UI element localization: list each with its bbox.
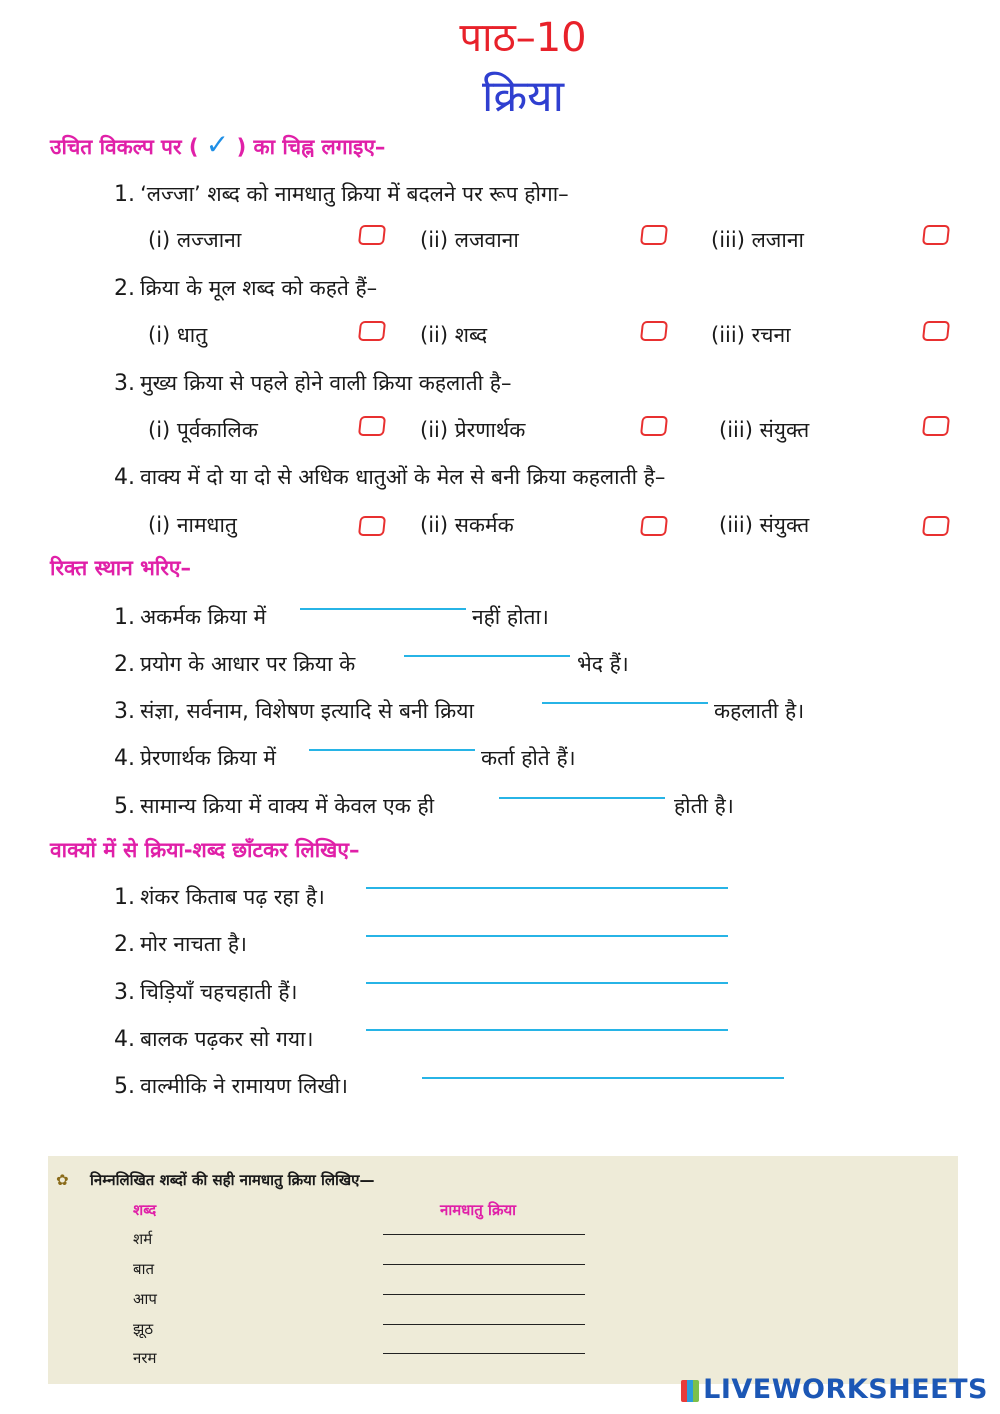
column-header-word: शब्द	[133, 1201, 157, 1219]
question-number: 4.	[114, 465, 135, 490]
item-text-before: संज्ञा, सर्वनाम, विशेषण इत्यादि से बनी क्रिया	[140, 699, 474, 723]
item-number: 5.	[114, 794, 135, 819]
item-text-after: होती है।	[674, 794, 734, 818]
sentence-2	[114, 930, 247, 958]
word-2: बात	[133, 1260, 155, 1278]
blank-line-3[interactable]	[542, 702, 708, 704]
item-number: 3.	[114, 699, 135, 724]
q4-option-3: (iii) संयुक्त	[719, 513, 810, 537]
q3-option-3-checkbox[interactable]	[922, 416, 950, 436]
item-number: 1.	[114, 605, 135, 630]
item-number: 1.	[114, 885, 135, 910]
answer-line-word-1[interactable]	[383, 1234, 585, 1235]
answer-line-word-4[interactable]	[383, 1324, 585, 1325]
question-number: 3.	[114, 371, 135, 396]
lesson-number: पाठ–10	[459, 15, 587, 61]
q3-option-3: (iii) संयुक्त	[719, 418, 810, 442]
question-number: 2.	[114, 276, 135, 301]
q1-option-1: (i) लज्जाना	[148, 228, 242, 252]
word-1: शर्म	[133, 1230, 153, 1248]
panel-heading: निम्नलिखित शब्दों की सही नामधातु क्रिया लिखिए—	[90, 1171, 375, 1189]
item-text-before: प्रयोग के आधार पर क्रिया के	[140, 652, 356, 676]
item-text-before: अकर्मक क्रिया में	[140, 605, 267, 629]
item-text-before: प्रेरणार्थक क्रिया में	[140, 746, 276, 770]
q2-option-3: (iii) रचना	[711, 323, 791, 347]
check-mark-icon: ✓	[205, 128, 230, 161]
answer-line-4[interactable]	[366, 1029, 728, 1031]
answer-line-2[interactable]	[366, 935, 728, 937]
section2-heading: रिक्त स्थान भरिए–	[50, 556, 192, 580]
blank-line-2[interactable]	[404, 655, 570, 657]
sentence-1	[114, 883, 325, 911]
word-3: आप	[133, 1290, 157, 1308]
lesson-topic: क्रिया	[481, 71, 565, 122]
q1-option-3: (iii) लजाना	[711, 228, 804, 252]
q4-option-1-checkbox[interactable]	[358, 516, 386, 536]
word-5: नरम	[133, 1349, 157, 1367]
q4-option-2: (ii) सकर्मक	[420, 513, 514, 537]
q3-option-1-checkbox[interactable]	[358, 416, 386, 436]
q3-option-2: (ii) प्रेरणार्थक	[420, 418, 526, 442]
q4-option-3-checkbox[interactable]	[922, 516, 950, 536]
q1-option-2-checkbox[interactable]	[640, 225, 668, 245]
blank-line-4[interactable]	[309, 749, 475, 751]
naamdhatu-panel	[48, 1156, 958, 1384]
word-4: झूठ	[133, 1320, 154, 1338]
item-number: 4.	[114, 746, 135, 771]
sentence-text: बालक पढ़कर सो गया।	[140, 1027, 314, 1051]
liveworksheets-logo	[681, 1374, 988, 1405]
mcq-question-1	[114, 180, 569, 208]
sentence-4	[114, 1025, 313, 1053]
q1-option-3-checkbox[interactable]	[922, 225, 950, 245]
item-text-after: भेद हैं।	[577, 652, 629, 676]
q4-option-2-checkbox[interactable]	[640, 516, 668, 536]
item-number: 5.	[114, 1074, 135, 1099]
flower-bullet-icon: ✿	[56, 1171, 69, 1189]
q3-option-1: (i) पूर्वकालिक	[148, 418, 258, 442]
answer-line-word-2[interactable]	[383, 1264, 585, 1265]
fill-blank-4	[114, 744, 276, 772]
item-number: 2.	[114, 652, 135, 677]
answer-line-5[interactable]	[422, 1077, 784, 1079]
mcq-question-4	[114, 463, 665, 491]
item-text-after: कर्ता होते हैं।	[481, 746, 576, 770]
question-text: ‘लज्जा’ शब्द को नामधातु क्रिया में बदलने पर रूप होगा–	[140, 182, 569, 206]
q2-option-3-checkbox[interactable]	[922, 321, 950, 341]
q1-option-2: (ii) लजवाना	[420, 228, 519, 252]
item-number: 4.	[114, 1027, 135, 1052]
question-text: क्रिया के मूल शब्द को कहते हैं–	[140, 276, 378, 300]
fill-blank-3	[114, 697, 474, 725]
column-header-answer: नामधातु क्रिया	[440, 1201, 517, 1219]
q3-option-2-checkbox[interactable]	[640, 416, 668, 436]
fill-blank-1	[114, 603, 266, 631]
fill-blank-5	[114, 792, 434, 820]
liveworksheets-logo-icon	[681, 1380, 699, 1402]
item-text-after: कहलाती है।	[714, 699, 805, 723]
section3-heading: वाक्यों में से क्रिया-शब्द छाँटकर लिखिए–	[50, 838, 360, 862]
q4-option-1: (i) नामधातु	[148, 513, 237, 537]
answer-line-word-5[interactable]	[383, 1353, 585, 1354]
answer-line-word-3[interactable]	[383, 1294, 585, 1295]
brand-name: LIVEWORKSHEETS	[703, 1374, 988, 1405]
sentence-text: शंकर किताब पढ़ रहा है।	[140, 885, 325, 909]
item-number: 3.	[114, 980, 135, 1005]
item-text-after: नहीं होता।	[472, 605, 549, 629]
section1-heading-end: ) का चिह्न लगाइए–	[236, 135, 386, 159]
q2-option-2-checkbox[interactable]	[640, 321, 668, 341]
q2-option-1: (i) धातु	[148, 323, 208, 347]
item-number: 2.	[114, 932, 135, 957]
q2-option-1-checkbox[interactable]	[358, 321, 386, 341]
mcq-question-3	[114, 369, 511, 397]
answer-line-3[interactable]	[366, 982, 728, 984]
sentence-3	[114, 978, 297, 1006]
question-number: 1.	[114, 182, 135, 207]
section1-heading-start: उचित विकल्प पर (	[50, 135, 199, 159]
item-text-before: सामान्य क्रिया में वाक्य में केवल एक ही	[140, 794, 435, 818]
q1-option-1-checkbox[interactable]	[358, 225, 386, 245]
answer-line-1[interactable]	[366, 887, 728, 889]
question-text: वाक्य में दो या दो से अधिक धातुओं के मेल से बनी क्रिया कहलाती है–	[140, 465, 666, 489]
question-text: मुख्य क्रिया से पहले होने वाली क्रिया कहलाती है–	[140, 371, 512, 395]
mcq-question-2	[114, 274, 377, 302]
q2-option-2: (ii) शब्द	[420, 323, 488, 347]
blank-line-5[interactable]	[499, 797, 665, 799]
sentence-5	[114, 1072, 348, 1100]
sentence-text: मोर नाचता है।	[140, 932, 247, 956]
blank-line-1[interactable]	[300, 608, 466, 610]
sentence-text: चिड़ियाँ चहचहाती हैं।	[140, 980, 298, 1004]
fill-blank-2	[114, 650, 355, 678]
sentence-text: वाल्मीकि ने रामायण लिखी।	[140, 1074, 348, 1098]
section1-heading	[50, 128, 385, 161]
